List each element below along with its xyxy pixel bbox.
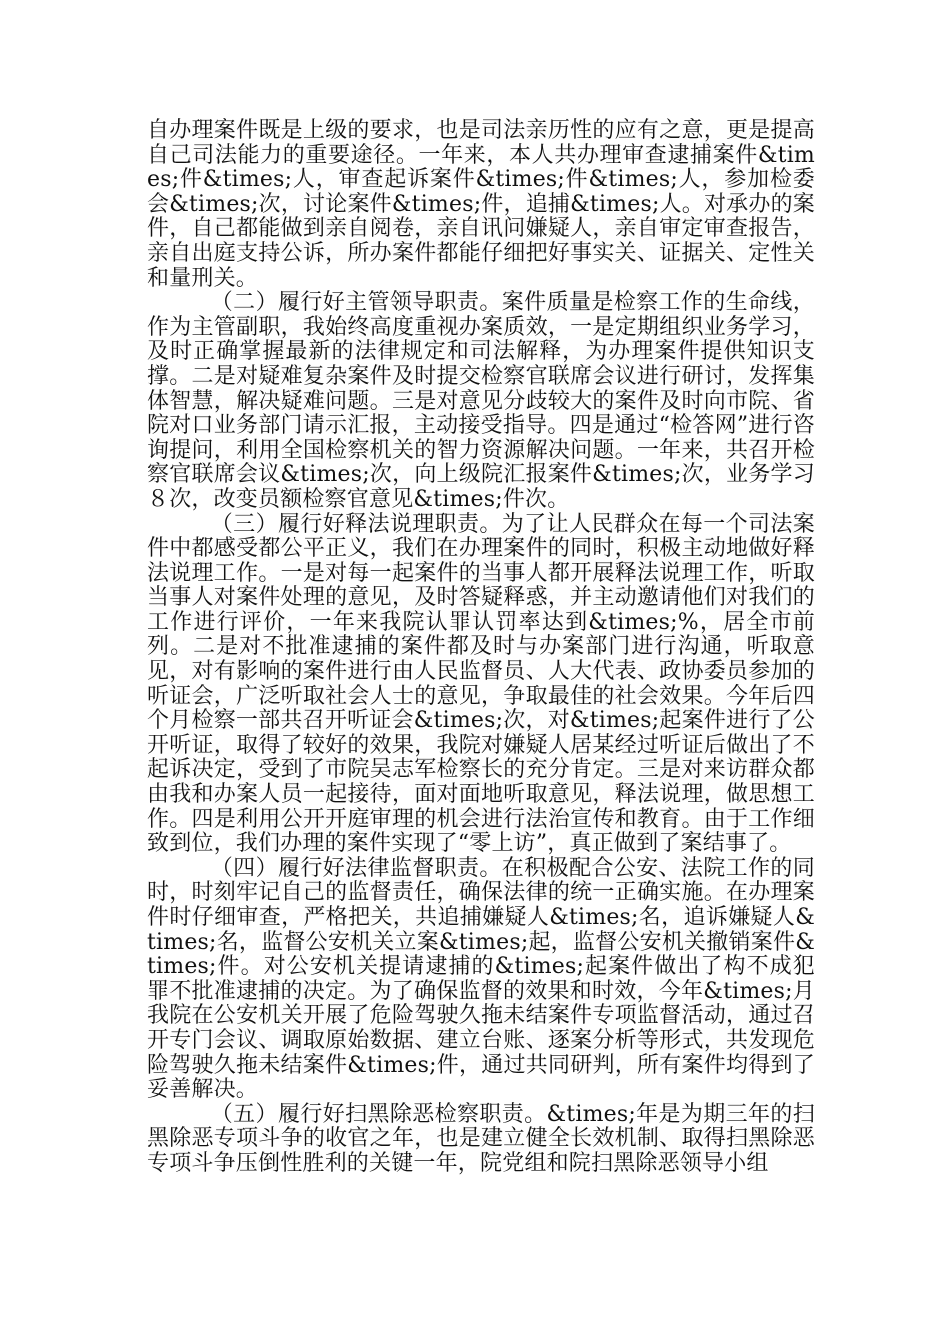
paragraph-law-explanation-duty: （三）履行好释法说理职责。为了让人民群众在每一个司法案件中都感受都公平正义，我们在办理案件的同时，积极主动地做好释法说理工作。一是对每一起案件的当事人都开展释法说理工作，听取当事人对案件处理的意见，及时答疑释惑，并主动邀请他们对我们的工作进行评价，一年来我院认罪认罚率达到&times;%，居全市前列。二是对不批准逮捕的案件都及时与办案部门进行沟通，听取意见，对有影响的案件进行由人民监督员、人大代表、政协委员参加的听证会，广泛听取社会人士的意见，争取最佳的社会效果。今年后四个月检察一部共召开听证会&times;次，对&times;起案件进行了公开听证，取得了较好的效果，我院对嫌疑人居某经过听证后做出了不起诉决定，受到了市院吴志军检察长的充分肯定。三是对来访群众都由我和办案人员一起接待，面对面地听取意见，释法说理，做思想工作。四是利用公开开庭审理的机会进行法治宣传和教育。由于工作细致到位，我们办理的案件实现了“零上访”，真正做到了案结事了。: [147, 511, 815, 857]
paragraph-anti-crime-duty: （五）履行好扫黑除恶检察职责。&times;年是为期三年的扫黑除恶专项斗争的收官之年，也是建立健全长效机制、取得扫黑除恶专项斗争压倒性胜利的关键一年，院党组和院扫黑除恶领导小组: [147, 1101, 815, 1176]
document-body: [147, 119, 815, 1177]
paragraph-case-handling: 自办理案件既是上级的要求，也是司法亲历性的应有之意，更是提高自己司法能力的重要途径。一年来，本人共办理审查逮捕案件&times;件&times;人，审查起诉案件&times;件&times;人，参加检委会&times;次，讨论案件&times;件，追捕&times;人。对承办的案件，自己都能做到亲自阅卷，亲自讯问嫌疑人，亲自审定审查报告，亲自出庭支持公诉，所办案件都能仔细把好事实关、证据关、定性关和量刑关。: [147, 118, 815, 291]
paragraph-legal-supervision-duty: （四）履行好法律监督职责。在积极配合公安、法院工作的同时，时刻牢记自己的监督责任，确保法律的统一正确实施。在办理案件时仔细审查，严格把关，共追捕嫌疑人&times;名，追诉嫌疑人&times;名，监督公安机关立案&times;起，监督公安机关撤销案件&times;件。对公安机关提请逮捕的&times;起案件做出了构不成犯罪不批准逮捕的决定。为了确保监督的效果和时效，今年&times;月我院在公安机关开展了危险驾驶久拖未结案件专项监督活动，通过召开专门会议、调取原始数据、建立台账、逐案分析等形式，共发现危险驾驶久拖未结案件&times;件，通过共同研判，所有案件均得到了妥善解决。: [147, 855, 815, 1103]
paragraph-leadership-duty: （二）履行好主管领导职责。案件质量是检察工作的生命线，作为主管副职，我始终高度重视办案质效，一是定期组织业务学习，及时正确掌握最新的法律规定和司法解释，为办理案件提供知识支撑。二是对疑难复杂案件及时提交检察官联席会议进行研讨，发挥集体智慧，解决疑难问题。三是对意见分歧较大的案件及时向市院、省院对口业务部门请示汇报，主动接受指导。四是通过“检答网”进行咨询提问，利用全国检察机关的智力资源解决问题。一年来，共召开检察官联席会议&times;次，向上级院汇报案件&times;次，业务学习８次，改变员额检察官意见&times;件次。: [147, 290, 815, 512]
